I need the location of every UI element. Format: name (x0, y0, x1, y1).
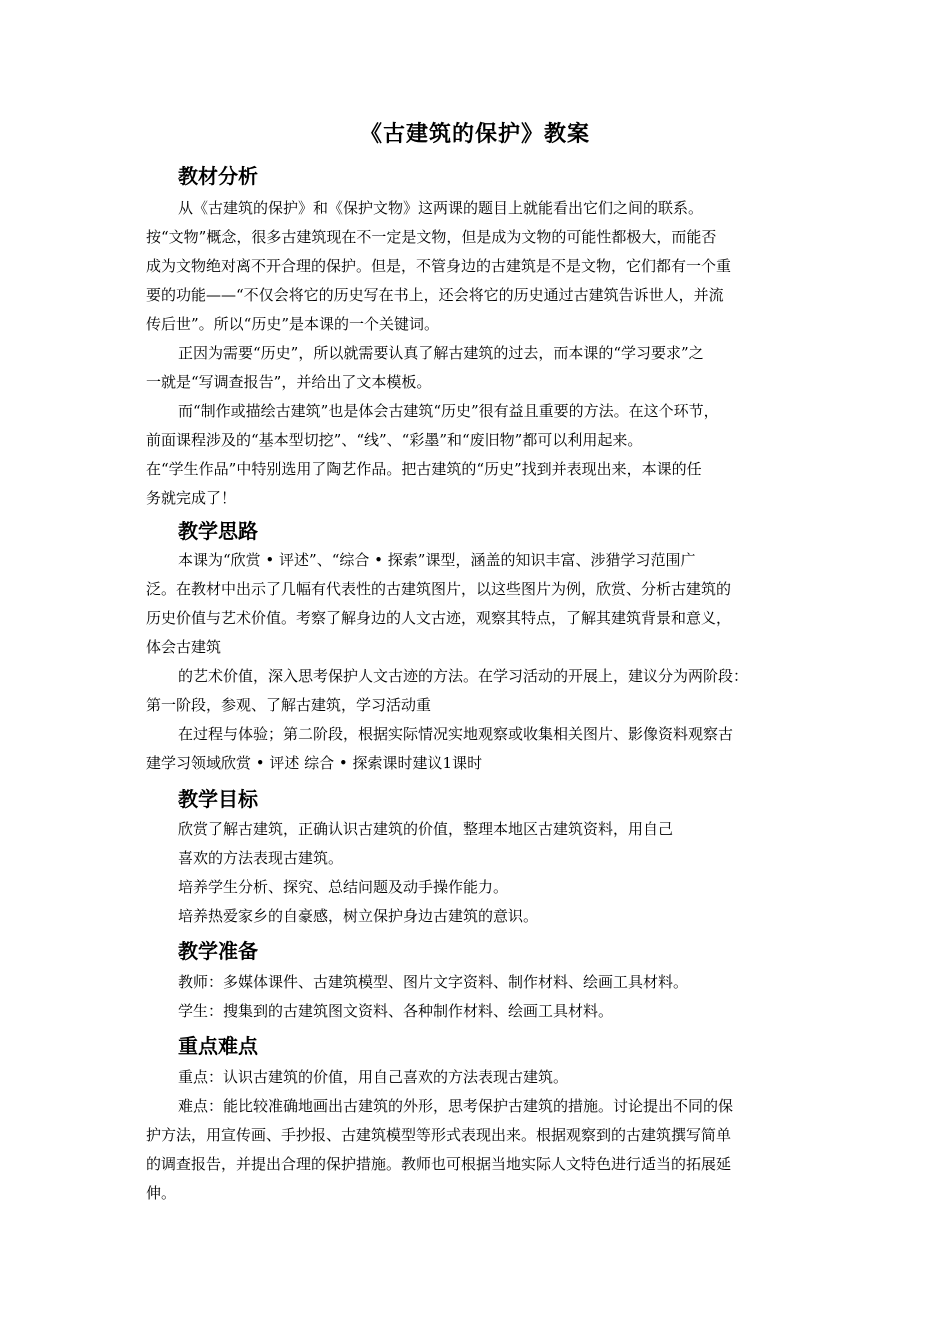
paragraph-line: 体会古建筑 (146, 638, 222, 656)
paragraph-line: 学生：搜集到的古建筑图文资料、各种制作材料、绘画工具材料。 (178, 1002, 614, 1020)
paragraph-line: 培养热爱家乡的自豪感，树立保护身边古建筑的意识。 (178, 907, 539, 925)
paragraph-line: 第一阶段，参观、了解古建筑，学习活动重 (146, 696, 432, 714)
paragraph-line: 本课为“欣赏 • 评述”、“综合 • 探索”课型，涵盖的知识丰富、涉猎学习范围广 (178, 551, 696, 569)
paragraph-line: 难点：能比较准确地画出古建筑的外形，思考保护古建筑的措施。讨论提出不同的保 (178, 1097, 734, 1115)
paragraph-line: 伸。 (146, 1184, 177, 1202)
paragraph-line: 建学习领域欣赏 • 评述 综合 • 探索课时建议1课时 (146, 754, 483, 772)
section-heading-teaching-approach: 教学思路 (178, 519, 258, 543)
document-title: 《古建筑的保护》教案 (359, 122, 590, 147)
paragraph-line: 泛。在教材中出示了几幅有代表性的古建筑图片，以这些图片为例，欣赏、分析古建筑的 (146, 580, 732, 598)
paragraph-line: 教师：多媒体课件、古建筑模型、图片文字资料、制作材料、绘画工具材料。 (178, 973, 689, 991)
section-heading-key-difficulties: 重点难点 (178, 1034, 258, 1058)
section-heading-textbook-analysis: 教材分析 (178, 164, 258, 188)
paragraph-line: 要的功能——“不仅会将它的历史写在书上，还会将它的历史通过古建筑告诉世人，并流 (146, 286, 724, 304)
paragraph-line: 按“文物”概念，很多古建筑现在不一定是文物，但是成为文物的可能性都极大，而能否 (146, 228, 717, 246)
paragraph-line: 的调查报告，并提出合理的保护措施。教师也可根据当地实际人文特色进行适当的拓展延 (146, 1155, 732, 1173)
paragraph-line: 一就是“写调查报告”，并给出了文本模板。 (146, 373, 432, 391)
paragraph-line: 从《古建筑的保护》和《保护文物》这两课的题目上就能看出它们之间的联系。 (178, 199, 704, 217)
paragraph-line: 培养学生分析、探究、总结问题及动手操作能力。 (178, 878, 509, 896)
paragraph-line: 传后世”。所以“历史”是本课的一个关键词。 (146, 315, 440, 333)
paragraph-line: 在“学生作品”中特别选用了陶艺作品。把古建筑的“历史”找到并表现出来，本课的任 (146, 460, 702, 478)
paragraph-line: 在过程与体验；第二阶段，根据实际情况实地观察或收集相关图片、影像资料观察古 (178, 725, 734, 743)
section-heading-teaching-preparation: 教学准备 (178, 939, 258, 963)
paragraph-line: 务就完成了！ (146, 489, 237, 507)
paragraph-line: 历史价值与艺术价值。考察了解身边的人文古迹，观察其特点，了解其建筑背景和意义， (146, 609, 732, 627)
paragraph-line: 前面课程涉及的“基本型切挖”、“线”、“彩墨”和“废旧物”都可以利用起来。 (146, 431, 643, 449)
paragraph-line: 护方法，用宣传画、手抄报、古建筑模型等形式表现出来。根据观察到的古建筑撰写简单 (146, 1126, 732, 1144)
section-heading-teaching-goals: 教学目标 (178, 787, 258, 811)
paragraph-line: 正因为需要“历史”，所以就需要认真了解古建筑的过去，而本课的“学习要求”之 (178, 344, 704, 362)
paragraph-line: 喜欢的方法表现古建筑。 (178, 849, 344, 867)
paragraph-line: 成为文物绝对离不开合理的保护。但是，不管身边的古建筑是不是文物，它们都有一个重 (146, 257, 732, 275)
paragraph-line: 欣赏了解古建筑，正确认识古建筑的价值，整理本地区古建筑资料，用自己 (178, 820, 674, 838)
paragraph-line: 重点：认识古建筑的价值，用自己喜欢的方法表现古建筑。 (178, 1068, 569, 1086)
paragraph-line: 的艺术价值，深入思考保护人文古迹的方法。在学习活动的开展上，建议分为两阶段： (178, 667, 749, 685)
paragraph-line: 而“制作或描绘古建筑”也是体会古建筑“历史”很有益且重要的方法。在这个环节， (178, 402, 719, 420)
